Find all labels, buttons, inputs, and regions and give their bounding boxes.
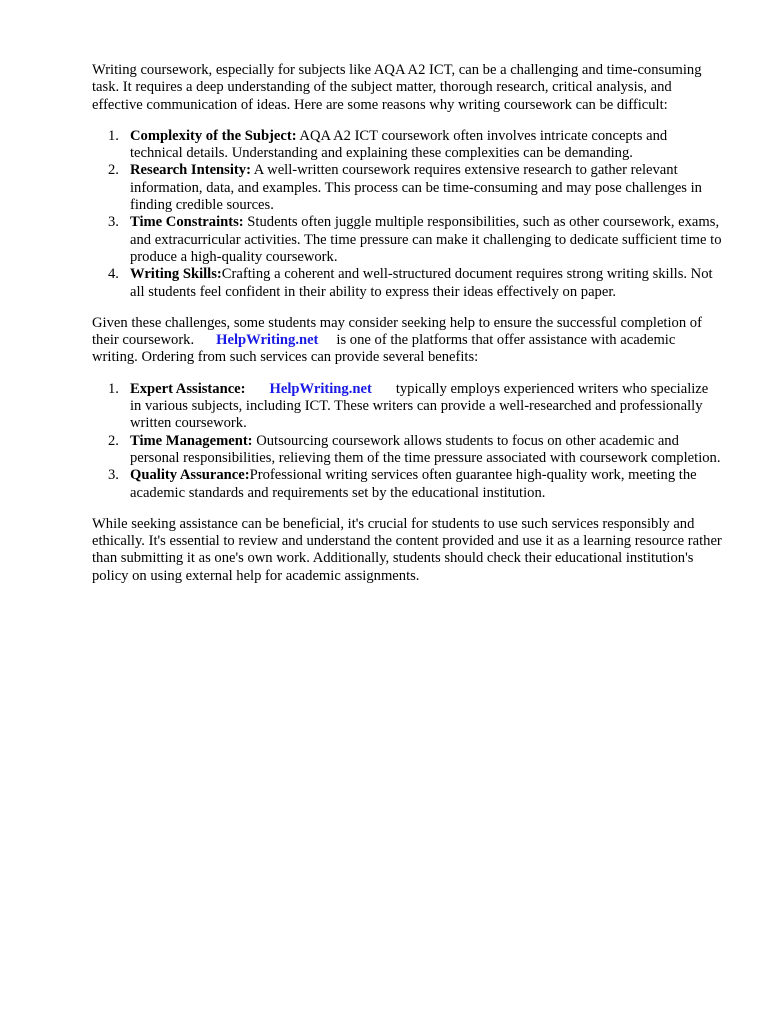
list-item [92, 162, 722, 214]
list-item [92, 128, 722, 163]
item-title: Research Intensity: [130, 162, 251, 179]
list-number: 2. [108, 432, 119, 449]
list-item [92, 214, 722, 266]
item-title: Expert Assistance: [130, 380, 246, 397]
item-title: Quality Assurance: [130, 467, 250, 484]
list-item [92, 467, 722, 502]
intro-paragraph: Writing coursework, especially for subjects like AQA A2 ICT, can be a challenging and time-consuming task. It requires a deep understanding of the subject matter, thorough research, critical analysis, and effective communication of ideas. Here are some reasons why writing coursework can be difficult: [92, 62, 702, 113]
given-text-after: is one of the platforms that offer assistance with academic writing. Ordering from such services can provide several benefits: [92, 332, 676, 366]
item-text: AQA A2 ICT coursework often involves intricate concepts and technical details. Understanding and explaining these complexities can be demanding. [130, 127, 668, 162]
conclusion-paragraph: While seeking assistance can be beneficial, it's crucial for students to use such services responsibly and ethically. It's essential to review and understand the content provided and use it as a learning resource rather than submitting it as one's own work. Additionally, students should check their educational institution's policy on using external help for academic assignments. [92, 515, 722, 584]
item-text: typically employs experienced writers who specialize in various subjects, including ICT. These writers can provide a well-researched and professionally written coursework. [130, 380, 709, 432]
list-item [92, 381, 722, 433]
item-text: A well-written coursework requires extensive research to gather relevant information, data, and examples. This process can be time-consuming and may pose challenges in finding credible sources. [130, 162, 702, 214]
list-number: 1. [108, 127, 119, 144]
given-paragraph [92, 315, 722, 367]
given-text-before: Given these challenges, some students may consider seeking help to ensure the successful completion of their coursework. [92, 314, 702, 349]
list-item [92, 433, 722, 468]
item-title: Complexity of the Subject: [130, 127, 297, 144]
helpwriting-link[interactable]: HelpWriting.net [216, 332, 319, 349]
document-page [92, 62, 722, 585]
item-text: Crafting a coherent and well-structured document requires strong writing skills. Not all students feel confident in their ability to express their ideas effectively on paper. [130, 266, 713, 300]
item-title: Time Constraints: [130, 214, 244, 231]
list-number: 3. [108, 467, 119, 484]
list-item [92, 266, 722, 301]
list-number: 3. [108, 214, 119, 231]
list-number: 1. [108, 380, 119, 397]
item-text: Students often juggle multiple responsibilities, such as other coursework, exams, and extracurricular activities. The time pressure can make it challenging to dedicate sufficient time to produce a high-quality coursework. [130, 214, 722, 265]
benefits-list [92, 381, 722, 502]
item-title: Time Management: [130, 432, 253, 449]
item-text: Outsourcing coursework allows students to focus on other academic and personal responsibilities, relieving them of the time pressure associated with coursework completion. [130, 432, 721, 466]
item-text: Professional writing services often guarantee high-quality work, meeting the academic standards and requirements set by the educational institution. [130, 467, 697, 501]
challenges-list [92, 128, 722, 301]
helpwriting-link[interactable]: HelpWriting.net [269, 380, 372, 397]
list-number: 4. [108, 266, 119, 283]
item-title: Writing Skills: [130, 266, 222, 283]
list-number: 2. [108, 162, 119, 179]
